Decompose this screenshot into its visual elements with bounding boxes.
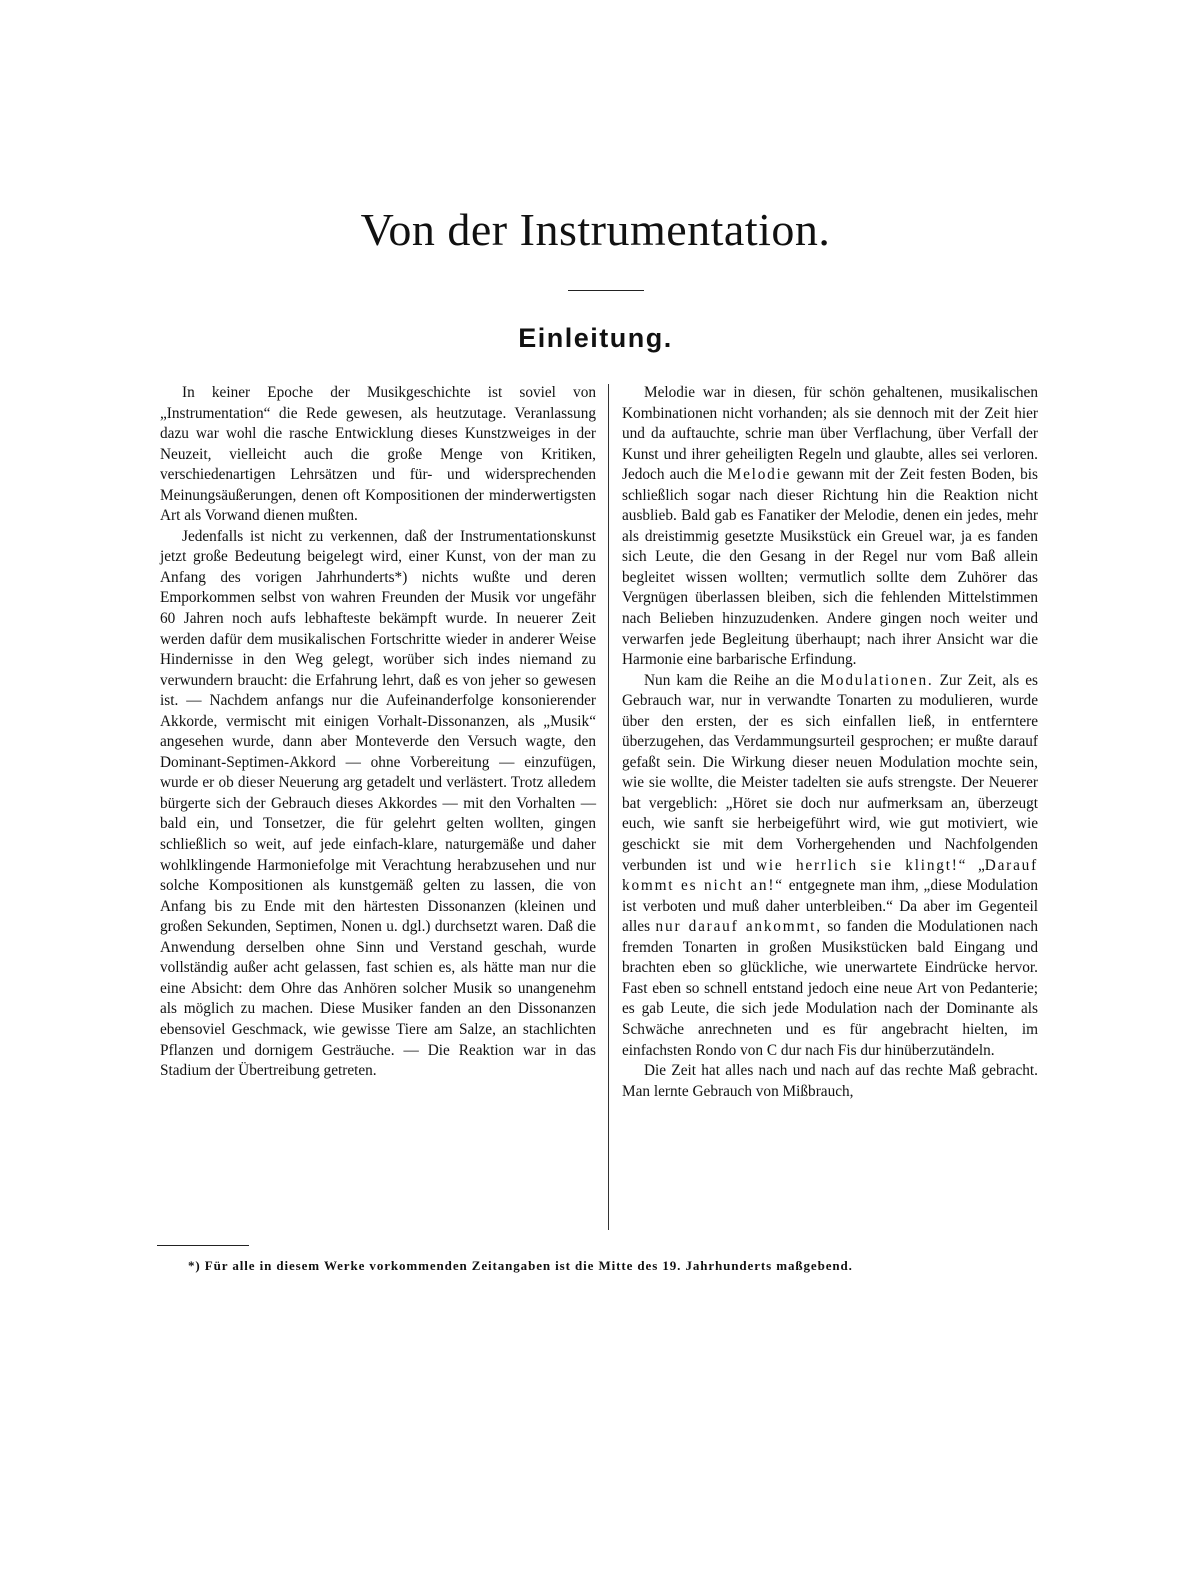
text-segment: Zur Zeit, als es Gebrauch war, nur in verwandte Tonarten zu modulieren, wurde über den ersten, der es sich einfallen ließ, in entferntere überzugehen, das Verdammungsurteil gesprochen; er mußte darauf gefaßt sein. Die Wirkung dieser neuen Modulation mochte sein, wie sie wollte, die Meister tadelten sie aufs strengste. Der Neuerer bat vergeblich: „Höret sie doch nur aufmerksam an, überzeugt euch, wie sanft sie herbeigeführt wird, wie gut motiviert, wie geschickt sie mit dem Vorhergehenden und Nachfolgenden verbunden ist und bbox=[622, 671, 1039, 874]
text-segment: gewann mit der Zeit festen Boden, bis schließlich sogar nach dieser Richtung hin die Reaktion nicht ausblieb. Bald gab es Fanatiker der Melodie, denen ein jedes, mehr als dreistimmig gesetzte Musikstück ein Greuel war, ja es fanden sich Leute, die den Gesang in der Regel nur vom Baß allein begleitet wissen wollten; vermutlich sollte dem Zuhörer das Vergnügen überlassen bleiben, sich die fehlenden Mittelstimmen nach Belieben hinzuzudenken. Andere gingen noch weiter und verwarfen jede Begleitung überhaupt; nach ihrer Ansicht war die Harmonie eine barbarische Erfindung. bbox=[622, 466, 1038, 669]
column-divider bbox=[608, 384, 609, 1230]
paragraph bbox=[622, 1061, 1038, 1102]
emphasized-text: nur darauf ankommt, bbox=[655, 918, 822, 936]
text-segment: „ bbox=[967, 856, 985, 874]
emphasized-text: Melodie bbox=[727, 466, 792, 484]
text-segment: Jedenfalls ist nicht zu verkennen, daß der Instrumentationskunst jetzt große Bedeutung beigelegt wird, einer Kunst, von der man zu Anfang des vorigen Jahrhunderts*) nichts wußte und deren Emporkommen selbst von wahren Freunden der Musik vor ungefähr 60 Jahren noch aufs lebhafteste bekämpft wurde. In neuerer Zeit werden dafür dem musikalischen Fortschritte wieder in anderer Weise Hindernisse in den Weg gelegt, worüber sich indes niemand zu verwundern braucht: die Erfahrung lehrt, daß es von jeher so gewesen ist. — Nachdem anfangs nur die Aufeinanderfolge konsonierender Akkorde, vermischt mit einigen Vorhalt-Dissonanzen, als „Musik“ angesehen wurde, dann aber Monteverde den Versuch wagte, den Dominant-Septimen-Akkord — ohne Vorbereitung — einzufügen, wurde er ob dieser Neuerung arg getadelt und verlästert. Trotz alledem bürgerte sich der Gebrauch dieses Akkordes — mit den Vorhalten — bald ein, und Tonsetzer, die für gelehrt gelten wollten, gingen schließlich so weit, auf jede einfach-klare, naturgemäße und daher wohlklingende Harmoniefolge mit Verachtung herabzusehen und nur solche Kompositionen als kunstgemäß gelten zu lassen, die von Anfang bis zu Ende mit den härtesten Dissonanzen (kleinen und großen Sekunden, Septimen, Nonen u. dgl.) durchsetzt waren. Daß die Anwendung derselben ohne Sinn und Verstand geschah, wurde vollständig außer acht gelassen, fast schien es, als hätte man nur die eine Absicht: dem Ohre das Anhören solcher Musik so unangenehm als möglich zu machen. Diese Musiker fanden an den Dissonanzen ebensoviel Geschmack, wie gewisse Tiere am Salze, an stachlichten Pflanzen und dornigem Gesträuche. — Die Reaktion war in das Stadium der Übertreibung getreten. bbox=[160, 527, 596, 1080]
title-divider bbox=[568, 290, 644, 291]
right-text-column bbox=[622, 383, 1038, 1102]
section-heading: Einleitung. bbox=[518, 323, 673, 353]
emphasized-text: Modulationen. bbox=[820, 671, 934, 689]
text-segment: so fanden die Modulationen nach fremden Tonarten in großen Musikstücken bald Eingang und brachten eben so glückliche, wie unerwartete Eindrücke hervor. Fast eben so schnell entstand jedoch eine neue Art von Pedanterie; es gab Leute, die sich jede Modulation nach der Dominante als Schwäche anrechneten und es für angebracht hielten, im einfachsten Rondo von C dur nach Fis dur hinüberzutändeln. bbox=[622, 918, 1038, 1059]
paragraph bbox=[622, 671, 1038, 1061]
footnote-divider bbox=[157, 1245, 249, 1246]
emphasized-text: Darauf kommt es nicht an!“ bbox=[622, 856, 1038, 895]
left-text-column bbox=[160, 383, 596, 1082]
footnote: *) Für alle in diesem Werke vorkommenden Zeitangaben ist die Mitte des 19. Jahrhunderts maßgebend. bbox=[188, 1258, 853, 1273]
text-segment: entgegnete man ihm, „diese Modulation ist verboten und muß daher unterbleiben.“ Da aber im Gegenteil alles bbox=[622, 877, 1039, 936]
text-segment: Melodie war in diesen, für schön gehaltenen, musikalischen Kombinationen nicht vorhanden; als sie dennoch mit der Zeit hier und da auftauchte, schrie man über Verflachung, über Verfall der Kunst und ihrer geheiligten Regeln und glaubte, alles sei verloren. Jedoch auch die bbox=[622, 384, 1038, 484]
chapter-title: Von der Instrumentation. bbox=[360, 204, 831, 255]
text-segment: Nun kam die Reihe an die bbox=[644, 671, 821, 689]
paragraph bbox=[160, 383, 596, 527]
text-segment: In keiner Epoche der Musikgeschichte ist soviel von „Instrumentation“ die Rede gewesen, als heutzutage. Veranlassung dazu war wohl die rasche Entwicklung dieses Kunstzweiges in der Neuzeit, vielleicht auch die große Menge von Kritiken, verschiedenartigen Lehrsätzen und für- und widersprechenden Meinungsäußerungen, denen oft Kompositionen der minderwertigsten Art als Vorwand dienen mußten. bbox=[160, 384, 596, 525]
text-segment: Die Zeit hat alles nach und nach auf das rechte Maß gebracht. Man lernte Gebrauch von Mißbrauch, bbox=[622, 1062, 1038, 1100]
paragraph bbox=[622, 383, 1038, 671]
paragraph bbox=[160, 527, 596, 1082]
emphasized-text: wie herrlich sie klingt!“ bbox=[756, 856, 968, 874]
